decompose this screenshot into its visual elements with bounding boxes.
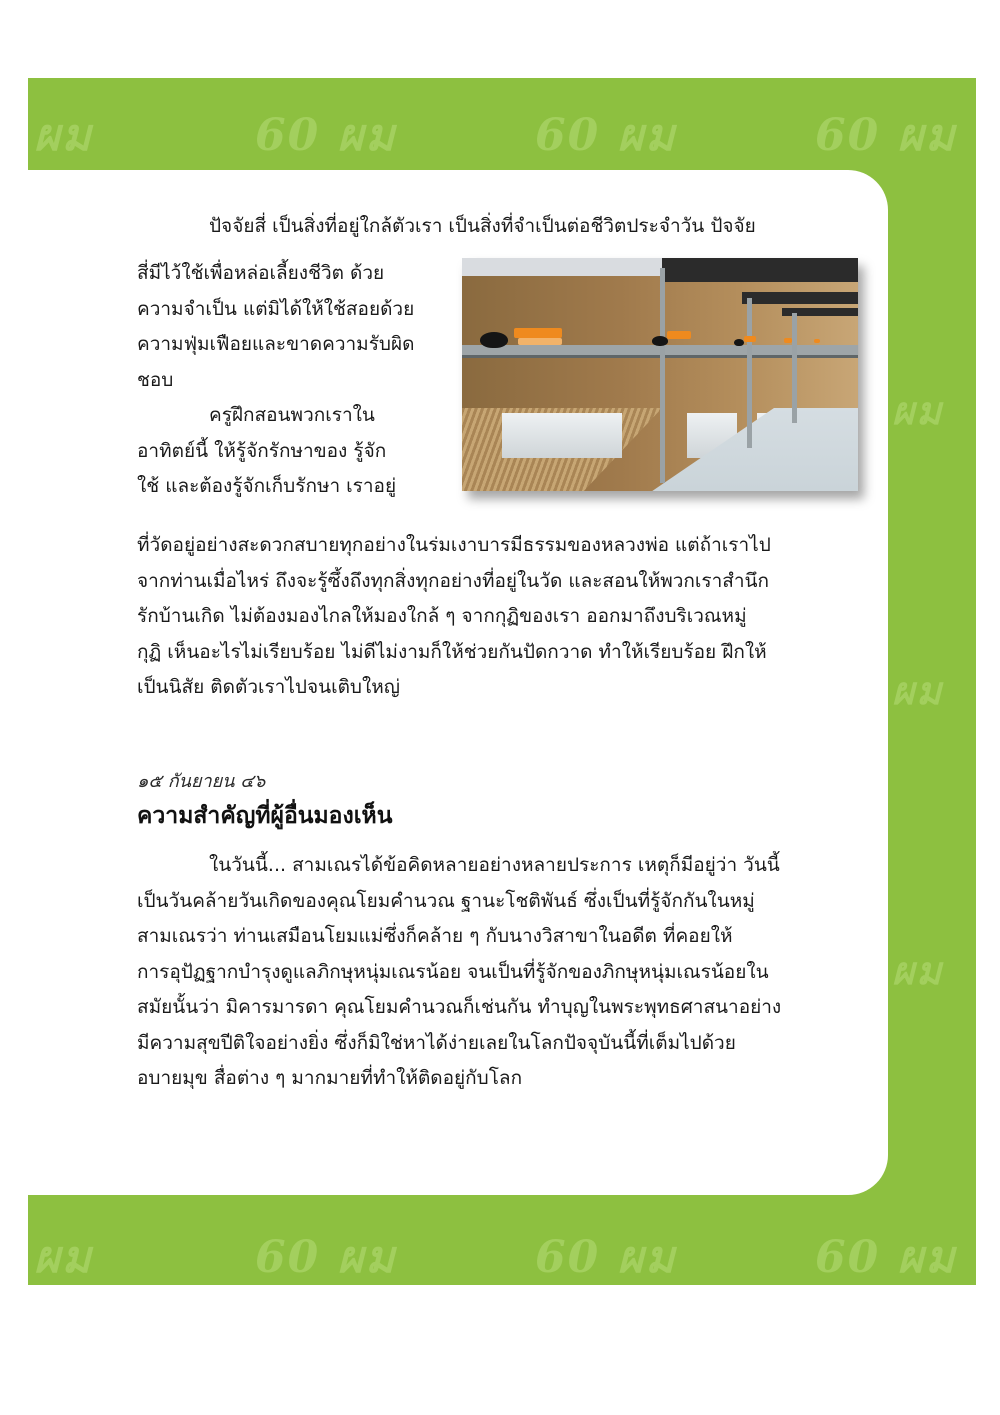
section-line: การอุปัฏฐากบำรุงดูแลภิกษุหนุ่มเณรน้อย จนเป็นที่รู้จักของภิกษุหนุ่มเณรน้อยใน [137, 960, 769, 983]
intro-full-line: กุฏิ เห็นอะไรไม่เรียบร้อย ไม่ดีไม่งามก็ให้ช่วยกันปัดกวาด ทำให้เรียบร้อย ฝึกให้ [137, 640, 767, 663]
section-paragraph [137, 848, 825, 1097]
intro-left-line: ความฟุ่มเฟือยและขาดความรับผิด [137, 333, 415, 355]
section-date: ๑๕ กันยายน ๔๖ [137, 771, 266, 792]
intro-full-line: รักบ้านเกิด ไม่ต้องมองไกลให้มองใกล้ ๆ จากกุฏิของเรา ออกมาถึงบริเวณหมู่ [137, 605, 747, 627]
robe-bundle [784, 338, 792, 343]
watermark-logo: 60 ผม [815, 1232, 957, 1283]
intro-para2-line: ใช้ และต้องรู้จักเก็บรักษา เราอยู่ [137, 475, 397, 497]
watermark-logo: 60 ผม [255, 110, 397, 161]
intro-left-line: สี่มีไว้ใช้เพื่อหล่อเลี้ยงชีวิต ด้วย [137, 262, 385, 284]
section-line: ในวันนี้... สามเณรได้ข้อคิดหลายอย่างหลายประการ เหตุก็มีอยู่ว่า วันนี้ [209, 854, 780, 876]
intro-paragraph [137, 209, 825, 245]
intro-first-line: ปัจจัยสี่ เป็นสิ่งที่อยู่ใกล้ตัวเรา เป็นสิ่งที่จำเป็นต่อชีวิตประจำวัน ปัจจัย [209, 215, 756, 237]
intro-full-line: ที่วัดอยู่อย่างสะดวกสบายทุกอย่างในร่มเงาบารมีธรรมของหลวงพ่อ แต่ถ้าเราไป [137, 534, 771, 556]
section-line: อบายมุข สื่อต่าง ๆ มากมายที่ทำให้ติดอยู่กับโลก [137, 1067, 523, 1089]
watermark-logo: ผม [34, 1232, 93, 1283]
alms-bowl [480, 332, 508, 348]
intro-left-line: ความจำเป็น แต่มิได้ให้ใช้สอยด้วย [137, 297, 415, 320]
watermark-logo: ผม [34, 110, 93, 161]
section-line: เป็นวันคล้ายวันเกิดของคุณโยมคำนวณ ฐานะโชติพันธ์ ซึ่งเป็นที่รู้จักกันในหมู่ [137, 889, 755, 912]
monk-robes-on-shelf-photo [462, 258, 858, 491]
watermark-logo: 60 ผม [535, 110, 677, 161]
robe-bundle [514, 328, 562, 338]
photo-beam [662, 258, 858, 282]
watermark-logo: 60 ผม [815, 110, 957, 161]
intro-left-line: ชอบ [137, 368, 174, 391]
photo-beam [742, 292, 858, 304]
robe-bundle [518, 338, 562, 345]
section-title: ความสำคัญที่ผู้อื่นมองเห็น [137, 803, 393, 829]
intro-full-line: เป็นนิสัย ติดตัวเราไปจนเติบใหญ่ [137, 676, 400, 698]
section-line: มีความสุขปีติใจอย่างยิ่ง ซึ่งก็มิใช่หาได้ง่ายเลยในโลกปัจจุบันนี้ที่เต็มไปด้วย [137, 1031, 736, 1054]
watermark-logo: 60 ผม [535, 1232, 677, 1283]
intro-continuation [137, 528, 825, 706]
alms-bowl [734, 339, 744, 346]
watermark-logo: ผม [892, 948, 944, 993]
photo-post [660, 268, 665, 483]
photo-post [792, 313, 797, 423]
robe-bundle [744, 336, 756, 342]
section-line: สมัยนั้นว่า มิคารมารดา คุณโยมคำนวณก็เช่นกัน ทำบุญในพระพุทธศาสนาอย่าง [137, 996, 782, 1018]
watermark-logo: 60 ผม [255, 1232, 397, 1283]
photo-post [747, 298, 752, 448]
photo-window [502, 413, 622, 458]
intro-full-line: จากท่านเมื่อไหร่ ถึงจะรู้ซึ้งถึงทุกสิ่งทุกอย่างที่อยู่ในวัด และสอนให้พวกเราสำนึก [137, 569, 770, 592]
intro-left-column [137, 256, 437, 505]
watermark-logo: ผม [892, 668, 944, 713]
intro-para2-line: อาทิตย์นี้ ให้รู้จักรักษาของ รู้จัก [137, 439, 387, 462]
section-line: สามเณรว่า ท่านเสมือนโยมแม่ซึ่งก็คล้าย ๆ กับนางวิสาขาในอดีต ที่คอยให้ [137, 925, 733, 947]
intro-para2-line: ครูฝึกสอนพวกเราใน [209, 404, 375, 426]
robe-bundle [814, 339, 820, 343]
watermark-logo: ผม [892, 388, 944, 433]
alms-bowl [652, 336, 668, 346]
robe-bundle [667, 331, 691, 339]
